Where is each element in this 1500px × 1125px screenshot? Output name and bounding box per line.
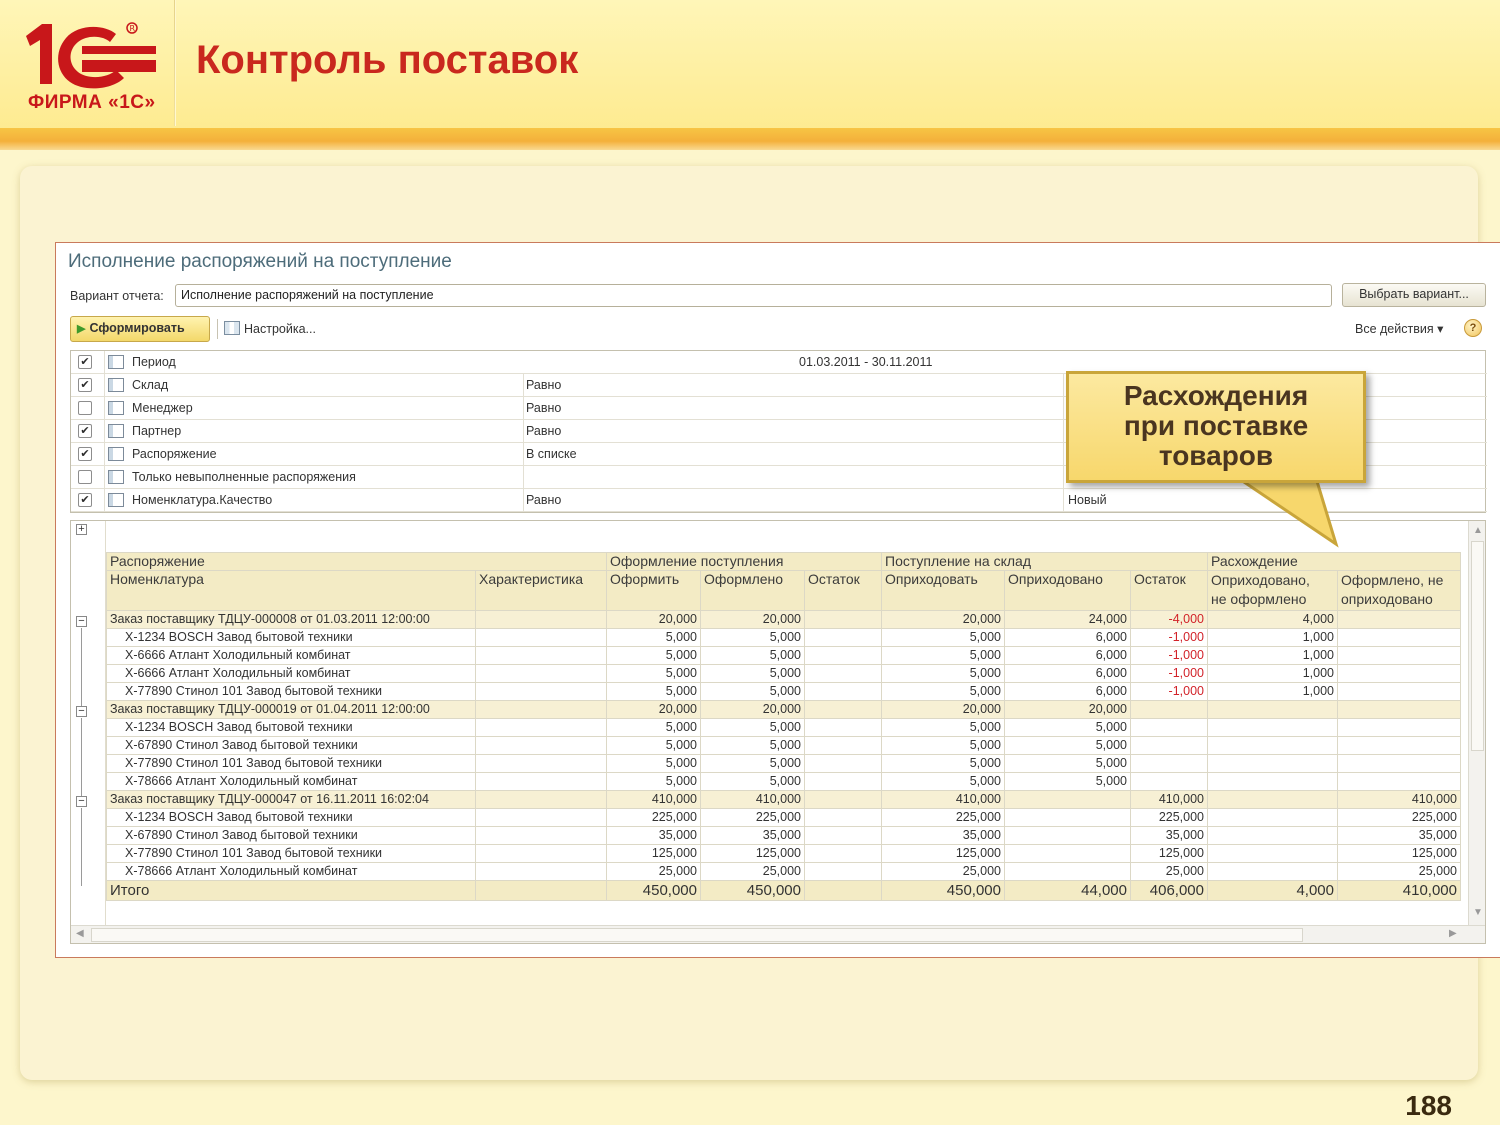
report-table xyxy=(106,552,1461,901)
col-registration: Оформление поступления xyxy=(607,553,882,571)
cell-value xyxy=(805,881,882,901)
col-received-not-registered: Оприходовано, не оформлено xyxy=(1208,571,1338,611)
table-row[interactable] xyxy=(107,755,1461,773)
logo-1c-icon xyxy=(20,20,160,92)
filter-field-icon xyxy=(108,355,124,369)
cell-value: 125,000 xyxy=(607,845,701,863)
cell-characteristic xyxy=(476,845,607,863)
firm-1c-logo xyxy=(18,18,168,128)
cell-name: Заказ поставщику ТДЦУ-000008 от 01.03.2011 12:00:00 xyxy=(107,611,476,629)
cell-value: 5,000 xyxy=(701,647,805,665)
filter-field-icon xyxy=(108,401,124,415)
col-to-register: Оформить xyxy=(607,571,701,611)
cell-value: 20,000 xyxy=(882,611,1005,629)
filter-value[interactable]: 01.03.2011 - 30.11.2011 xyxy=(799,355,933,369)
cell-divider xyxy=(104,420,105,443)
cell-value: 450,000 xyxy=(701,881,805,901)
header-row-1 xyxy=(107,553,1461,571)
cell-name: X-6666 Атлант Холодильный комбинат xyxy=(107,665,476,683)
cell-value: 410,000 xyxy=(1338,791,1461,809)
cell-value: 410,000 xyxy=(701,791,805,809)
scroll-up-icon[interactable]: ▲ xyxy=(1473,525,1483,536)
cell-value: 5,000 xyxy=(882,737,1005,755)
cell-value: 5,000 xyxy=(882,629,1005,647)
cell-value xyxy=(805,737,882,755)
filter-condition[interactable]: Равно xyxy=(526,424,562,438)
cell-value xyxy=(805,701,882,719)
filter-condition[interactable]: Равно xyxy=(526,493,562,507)
filter-field-icon xyxy=(108,447,124,461)
cell-value: 225,000 xyxy=(607,809,701,827)
scroll-thumb[interactable] xyxy=(1471,541,1484,751)
col-rec-remainder: Остаток xyxy=(1131,571,1208,611)
filter-name: Номенклатура.Качество xyxy=(132,493,273,507)
cell-value xyxy=(1338,647,1461,665)
cell-value xyxy=(1208,845,1338,863)
cell-value: 35,000 xyxy=(607,827,701,845)
cell-value: 25,000 xyxy=(607,863,701,881)
cell-value: 406,000 xyxy=(1131,881,1208,901)
cell-value: 1,000 xyxy=(1208,647,1338,665)
cell-value: 225,000 xyxy=(882,809,1005,827)
generate-button-label: Сформировать xyxy=(89,321,185,335)
filter-checkbox[interactable]: ✔ xyxy=(78,424,92,438)
cell-characteristic xyxy=(476,665,607,683)
cell-value: 5,000 xyxy=(882,683,1005,701)
cell-value: 4,000 xyxy=(1208,611,1338,629)
col-to-receive: Оприходовать xyxy=(882,571,1005,611)
col-characteristic: Характеристика xyxy=(476,571,607,611)
cell-value: -1,000 xyxy=(1131,665,1208,683)
cell-divider xyxy=(1063,489,1064,512)
cell-value xyxy=(1338,683,1461,701)
table-row[interactable] xyxy=(107,647,1461,665)
cell-value: 20,000 xyxy=(607,611,701,629)
cell-value xyxy=(1208,737,1338,755)
cell-name: X-77890 Стинол 101 Завод бытовой техники xyxy=(107,755,476,773)
svg-text:R: R xyxy=(129,24,136,33)
cell-value: 5,000 xyxy=(607,629,701,647)
logo-caption: ФИРМА «1С» xyxy=(28,92,156,113)
filter-checkbox[interactable]: ✔ xyxy=(78,447,92,461)
group-row[interactable] xyxy=(107,791,1461,809)
cell-characteristic xyxy=(476,629,607,647)
variant-field[interactable]: Исполнение распоряжений на поступление xyxy=(175,284,1332,307)
filter-condition[interactable]: Равно xyxy=(526,378,562,392)
filter-name: Склад xyxy=(132,378,169,392)
cell-value xyxy=(1131,773,1208,791)
cell-name: X-78666 Атлант Холодильный комбинат xyxy=(107,773,476,791)
cell-value: 5,000 xyxy=(701,719,805,737)
cell-characteristic xyxy=(476,827,607,845)
cell-value xyxy=(805,665,882,683)
cell-value xyxy=(805,791,882,809)
cell-value xyxy=(805,629,882,647)
cell-value: 25,000 xyxy=(882,863,1005,881)
total-row[interactable] xyxy=(107,881,1461,901)
group-row[interactable] xyxy=(107,611,1461,629)
cell-characteristic xyxy=(476,791,607,809)
cell-value xyxy=(1208,809,1338,827)
tree-line xyxy=(81,808,82,886)
cell-value: 35,000 xyxy=(1131,827,1208,845)
cell-value xyxy=(1131,737,1208,755)
cell-value xyxy=(805,827,882,845)
table-row[interactable] xyxy=(107,773,1461,791)
settings-button-label: Настройка... xyxy=(244,322,316,336)
filter-name: Период xyxy=(132,355,176,369)
callout-pointer xyxy=(1238,478,1348,548)
cell-value: 1,000 xyxy=(1208,683,1338,701)
scroll-left-icon[interactable]: ◀ xyxy=(76,928,84,939)
slide-header xyxy=(0,0,1500,150)
cell-characteristic xyxy=(476,863,607,881)
table-row[interactable] xyxy=(107,845,1461,863)
generate-button[interactable] xyxy=(70,316,210,342)
col-order: Распоряжение xyxy=(107,553,607,571)
cell-value xyxy=(1131,755,1208,773)
cell-value xyxy=(1338,755,1461,773)
header-divider xyxy=(174,0,176,126)
cell-name: X-67890 Стинол Завод бытовой техники xyxy=(107,737,476,755)
cell-value: 35,000 xyxy=(1338,827,1461,845)
cell-divider xyxy=(523,374,524,397)
cell-value: 5,000 xyxy=(882,755,1005,773)
cell-value: 5,000 xyxy=(701,683,805,701)
cell-value: 6,000 xyxy=(1005,665,1131,683)
cell-value: 5,000 xyxy=(1005,755,1131,773)
cell-divider xyxy=(1063,397,1064,420)
scroll-thumb[interactable] xyxy=(91,928,1303,942)
choose-variant-button[interactable]: Выбрать вариант... xyxy=(1342,283,1486,307)
toolbar-separator xyxy=(217,319,218,339)
filter-name: Менеджер xyxy=(132,401,193,415)
cell-divider xyxy=(104,374,105,397)
vertical-scrollbar[interactable] xyxy=(1468,521,1486,925)
table-row[interactable] xyxy=(107,719,1461,737)
window-title: Исполнение распоряжений на поступление xyxy=(68,251,452,272)
cell-characteristic xyxy=(476,647,607,665)
cell-characteristic xyxy=(476,737,607,755)
cell-value: 20,000 xyxy=(882,701,1005,719)
cell-value xyxy=(805,755,882,773)
cell-divider xyxy=(104,466,105,489)
cell-value: 5,000 xyxy=(701,629,805,647)
cell-value xyxy=(1131,701,1208,719)
cell-value xyxy=(805,773,882,791)
filter-field-icon xyxy=(108,493,124,507)
cell-divider xyxy=(523,489,524,512)
tree-line xyxy=(81,718,82,796)
cell-value: 5,000 xyxy=(701,755,805,773)
collapse-group-icon[interactable]: − xyxy=(76,616,87,627)
table-row[interactable] xyxy=(107,665,1461,683)
header-row-2 xyxy=(107,571,1461,611)
help-icon[interactable]: ? xyxy=(1464,319,1482,337)
filter-condition[interactable]: Равно xyxy=(526,401,562,415)
cell-value xyxy=(1338,665,1461,683)
cell-characteristic xyxy=(476,719,607,737)
cell-name: Заказ поставщику ТДЦУ-000047 от 16.11.2011 16:02:04 xyxy=(107,791,476,809)
cell-value xyxy=(805,719,882,737)
cell-value: 35,000 xyxy=(701,827,805,845)
cell-value xyxy=(1208,773,1338,791)
cell-characteristic xyxy=(476,611,607,629)
cell-divider xyxy=(1063,374,1064,397)
col-receipt: Поступление на склад xyxy=(882,553,1208,571)
table-row[interactable] xyxy=(107,629,1461,647)
cell-value xyxy=(1208,719,1338,737)
cell-value: 125,000 xyxy=(1338,845,1461,863)
cell-name: X-78666 Атлант Холодильный комбинат xyxy=(107,863,476,881)
filter-name: Только невыполненные распоряжения xyxy=(132,470,356,484)
cell-divider xyxy=(523,397,524,420)
cell-value: 1,000 xyxy=(1208,629,1338,647)
table-row[interactable] xyxy=(107,863,1461,881)
cell-value: 5,000 xyxy=(882,647,1005,665)
cell-value: 450,000 xyxy=(882,881,1005,901)
cell-value xyxy=(1338,737,1461,755)
cell-divider xyxy=(1063,443,1064,466)
cell-value xyxy=(1005,809,1131,827)
cell-divider xyxy=(104,489,105,512)
discrepancy-callout xyxy=(1066,371,1366,483)
report-window xyxy=(55,242,1500,958)
cell-value: 6,000 xyxy=(1005,629,1131,647)
cell-value: 1,000 xyxy=(1208,665,1338,683)
col-registered: Оформлено xyxy=(701,571,805,611)
cell-name: X-1234 BOSCH Завод бытовой техники xyxy=(107,719,476,737)
group-row[interactable] xyxy=(107,701,1461,719)
all-actions-menu[interactable]: Все действия ▾ xyxy=(1355,322,1444,336)
cell-characteristic xyxy=(476,683,607,701)
cell-value: 20,000 xyxy=(701,611,805,629)
cell-divider xyxy=(523,443,524,466)
cell-value: 5,000 xyxy=(607,755,701,773)
cell-value xyxy=(1208,791,1338,809)
cell-value: 5,000 xyxy=(701,773,805,791)
cell-value: -4,000 xyxy=(1131,611,1208,629)
cell-characteristic xyxy=(476,809,607,827)
table-row[interactable] xyxy=(107,827,1461,845)
cell-value: 225,000 xyxy=(1131,809,1208,827)
header-rule xyxy=(0,128,1500,150)
cell-value xyxy=(1131,719,1208,737)
col-registered-not-received: Оформлено, не оприходовано xyxy=(1338,571,1461,611)
slide-title: Контроль поставок xyxy=(196,38,579,82)
cell-value: 25,000 xyxy=(1131,863,1208,881)
cell-value: 410,000 xyxy=(882,791,1005,809)
settings-button[interactable] xyxy=(224,321,316,336)
tree-line xyxy=(81,628,82,706)
cell-characteristic xyxy=(476,755,607,773)
report-area xyxy=(70,520,1486,944)
cell-value: -1,000 xyxy=(1131,683,1208,701)
cell-value xyxy=(1208,755,1338,773)
cell-value: 5,000 xyxy=(607,719,701,737)
cell-value: 35,000 xyxy=(882,827,1005,845)
horizontal-scrollbar[interactable] xyxy=(71,925,1486,944)
cell-divider xyxy=(523,466,524,489)
cell-value xyxy=(1005,791,1131,809)
cell-value: -1,000 xyxy=(1131,629,1208,647)
variant-label: Вариант отчета: xyxy=(70,289,164,303)
cell-value: 410,000 xyxy=(1338,881,1461,901)
cell-value xyxy=(1005,863,1131,881)
cell-value: 410,000 xyxy=(607,791,701,809)
scroll-right-icon[interactable]: ▶ xyxy=(1449,928,1457,939)
cell-divider xyxy=(104,351,105,374)
cell-value: 225,000 xyxy=(701,809,805,827)
cell-name: X-1234 BOSCH Завод бытовой техники xyxy=(107,809,476,827)
cell-value: 5,000 xyxy=(1005,737,1131,755)
col-reg-remainder: Остаток xyxy=(805,571,882,611)
cell-value xyxy=(1338,701,1461,719)
filter-field-icon xyxy=(108,378,124,392)
cell-value: 5,000 xyxy=(882,665,1005,683)
cell-value: 5,000 xyxy=(607,665,701,683)
scroll-down-icon[interactable]: ▼ xyxy=(1473,907,1483,918)
collapse-group-icon[interactable]: − xyxy=(76,706,87,717)
cell-value xyxy=(805,683,882,701)
table-row[interactable] xyxy=(107,683,1461,701)
settings-grid-icon xyxy=(224,321,240,335)
filter-field-icon xyxy=(108,470,124,484)
cell-divider xyxy=(1063,420,1064,443)
cell-value: 5,000 xyxy=(607,773,701,791)
cell-value xyxy=(805,845,882,863)
cell-value: 5,000 xyxy=(1005,773,1131,791)
col-item: Номенклатура xyxy=(107,571,476,611)
cell-value: 6,000 xyxy=(1005,647,1131,665)
filter-checkbox[interactable] xyxy=(78,470,92,484)
cell-name: X-77890 Стинол 101 Завод бытовой техники xyxy=(107,683,476,701)
cell-value: 24,000 xyxy=(1005,611,1131,629)
cell-value: 125,000 xyxy=(1131,845,1208,863)
cell-value: 20,000 xyxy=(607,701,701,719)
cell-value xyxy=(1005,827,1131,845)
cell-name: Итого xyxy=(107,881,476,901)
cell-value: 450,000 xyxy=(607,881,701,901)
cell-value xyxy=(1208,827,1338,845)
cell-value xyxy=(1338,611,1461,629)
col-discrepancy: Расхождение xyxy=(1208,553,1461,571)
cell-value: 5,000 xyxy=(701,737,805,755)
cell-value: -1,000 xyxy=(1131,647,1208,665)
filter-checkbox[interactable]: ✔ xyxy=(78,355,92,369)
cell-value xyxy=(805,809,882,827)
play-icon: ▶ xyxy=(77,323,86,335)
cell-name: X-6666 Атлант Холодильный комбинат xyxy=(107,647,476,665)
page-number: 188 xyxy=(1405,1090,1452,1121)
cell-value: 5,000 xyxy=(882,773,1005,791)
filter-checkbox[interactable]: ✔ xyxy=(78,493,92,507)
collapse-group-icon[interactable]: − xyxy=(76,796,87,807)
table-row[interactable] xyxy=(107,737,1461,755)
cell-name: Заказ поставщику ТДЦУ-000019 от 01.04.2011 12:00:00 xyxy=(107,701,476,719)
filter-checkbox[interactable]: ✔ xyxy=(78,378,92,392)
callout-text: Расхождения при поставке товаров xyxy=(1123,380,1309,471)
cell-value: 5,000 xyxy=(607,737,701,755)
filter-value[interactable]: Новый xyxy=(1068,493,1107,507)
cell-value: 20,000 xyxy=(1005,701,1131,719)
cell-value: 5,000 xyxy=(1005,719,1131,737)
cell-value: 4,000 xyxy=(1208,881,1338,901)
filter-field-icon xyxy=(108,424,124,438)
cell-divider xyxy=(104,397,105,420)
cell-name: X-1234 BOSCH Завод бытовой техники xyxy=(107,629,476,647)
cell-value: 20,000 xyxy=(701,701,805,719)
cell-value xyxy=(805,611,882,629)
cell-value xyxy=(1208,701,1338,719)
cell-value xyxy=(1338,773,1461,791)
filter-checkbox[interactable] xyxy=(78,401,92,415)
cell-divider xyxy=(104,443,105,466)
cell-value: 410,000 xyxy=(1131,791,1208,809)
cell-characteristic xyxy=(476,773,607,791)
cell-name: X-67890 Стинол Завод бытовой техники xyxy=(107,827,476,845)
cell-value: 125,000 xyxy=(882,845,1005,863)
cell-characteristic xyxy=(476,701,607,719)
cell-value: 5,000 xyxy=(607,647,701,665)
cell-value xyxy=(1005,845,1131,863)
cell-value: 6,000 xyxy=(1005,683,1131,701)
cell-value xyxy=(1338,629,1461,647)
table-row[interactable] xyxy=(107,809,1461,827)
cell-name: X-77890 Стинол 101 Завод бытовой техники xyxy=(107,845,476,863)
cell-value xyxy=(805,863,882,881)
col-received: Оприходовано xyxy=(1005,571,1131,611)
expand-all-icon[interactable]: + xyxy=(76,524,87,535)
cell-value xyxy=(1338,719,1461,737)
filter-condition[interactable]: В списке xyxy=(526,447,577,461)
cell-value xyxy=(805,647,882,665)
cell-value: 25,000 xyxy=(701,863,805,881)
filter-name: Партнер xyxy=(132,424,182,438)
grouping-gutter xyxy=(71,521,106,925)
cell-value: 225,000 xyxy=(1338,809,1461,827)
cell-value: 25,000 xyxy=(1338,863,1461,881)
cell-value: 5,000 xyxy=(607,683,701,701)
filter-name: Распоряжение xyxy=(132,447,217,461)
cell-characteristic xyxy=(476,881,607,901)
cell-value xyxy=(1208,863,1338,881)
cell-value: 5,000 xyxy=(701,665,805,683)
cell-value: 44,000 xyxy=(1005,881,1131,901)
cell-value: 125,000 xyxy=(701,845,805,863)
cell-value: 5,000 xyxy=(882,719,1005,737)
cell-divider xyxy=(523,420,524,443)
cell-divider xyxy=(1063,466,1064,489)
